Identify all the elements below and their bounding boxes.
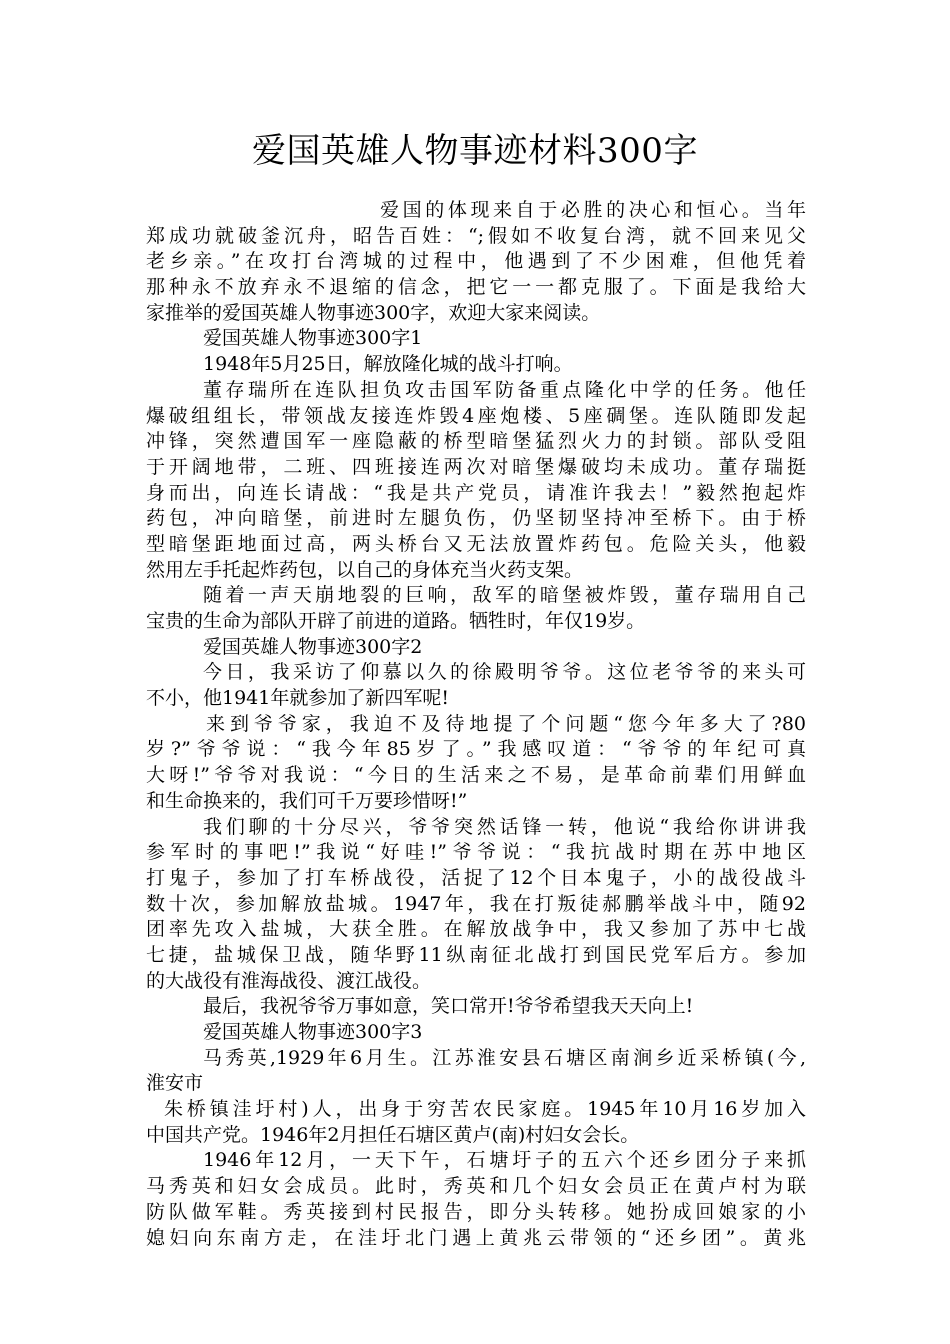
paragraph-line: 的大战役有淮海战役、渡江战役。 <box>146 969 432 992</box>
paragraph-line: 冲锋，突然遭国军一座隐蔽的桥型暗堡猛烈火力的封锁。部队受阻 <box>146 430 806 453</box>
section-heading: 爱国英雄人物事迹300字1 <box>203 327 423 350</box>
paragraph-line: 打鬼子，参加了打车桥战役，活捉了12个日本鬼子，小的战役战斗 <box>146 866 806 889</box>
paragraph-line: 马秀英,1929年6月生。江苏淮安县石塘区南涧乡近采桥镇(今, <box>203 1046 806 1069</box>
paragraph-line: 宝贵的生命为部队开辟了前进的道路。牺牲时，年仅19岁。 <box>146 610 646 632</box>
paragraph-line: 型暗堡距地面过高，两头桥台又无法放置炸药包。危险关头，他毅 <box>146 532 806 555</box>
paragraph-line: 防队做军鞋。秀英接到村民报告，即分头转移。她扮成回娘家的小 <box>146 1200 806 1223</box>
section-heading: 爱国英雄人物事迹300字3 <box>203 1021 423 1043</box>
paragraph-line: 1948年5月25日，解放隆化城的战斗打响。 <box>203 353 573 376</box>
document-body <box>146 198 806 1251</box>
paragraph-line: 来到爷爷家，我迫不及待地提了个问题“您今年多大了?80 <box>206 712 806 735</box>
paragraph-line: 1946年12月，一天下午，石塘圩子的五六个还乡团分子来抓 <box>203 1149 806 1172</box>
paragraph-line: 不小，他1941年就参加了新四军呢! <box>146 687 449 710</box>
paragraph-line: 数十次，参加解放盐城。1947年，我在打叛徒郝鹏举战斗中，随92 <box>146 892 806 915</box>
paragraph-line: 家推举的爱国英雄人物事迹300字，欢迎大家来阅读。 <box>146 301 601 324</box>
paragraph-line: 淮安市 <box>146 1072 204 1095</box>
paragraph-line: 最后，我祝爷爷万事如意，笑口常开!爷爷希望我天天向上! <box>203 995 694 1018</box>
paragraph-line: 和生命换来的，我们可千万要珍惜呀!” <box>146 789 468 812</box>
paragraph-line: 大呀!”爷爷对我说：“今日的生活来之不易，是革命前辈们用鲜血 <box>146 764 806 787</box>
paragraph-line: 中国共产党。1946年2月担任石塘区黄卢(南)村妇女会长。 <box>146 1123 640 1146</box>
paragraph-line: 于开阔地带，二班、四班接连两次对暗堡爆破均未成功。董存瑞挺 <box>146 455 806 478</box>
paragraph-line: 药包，冲向暗堡，前进时左腿负伤，仍坚韧坚持冲至桥下。由于桥 <box>146 507 806 530</box>
paragraph-line: 岁?”爷爷说：“我今年85岁了。”我感叹道：“爷爷的年纪可真 <box>146 738 806 761</box>
paragraph-line: 然用左手托起炸药包，以自己的身体充当火药支架。 <box>146 558 584 581</box>
paragraph-line: 我们聊的十分尽兴，爷爷突然话锋一转，他说“我给你讲讲我 <box>203 815 806 838</box>
paragraph-line: 董存瑞所在连队担负攻击国军防备重点隆化中学的任务。他任 <box>203 378 806 401</box>
paragraph-line: 媳妇向东南方走，在洼圩北门遇上黄兆云带领的“还乡团”。黄兆 <box>146 1226 806 1249</box>
section-heading: 爱国英雄人物事迹300字2 <box>203 635 423 658</box>
paragraph-line: 随着一声天崩地裂的巨响，敌军的暗堡被炸毁，董存瑞用自己 <box>203 584 806 607</box>
paragraph-line: 团率先攻入盐城，大获全胜。在解放战争中，我又参加了苏中七战 <box>146 918 806 941</box>
paragraph-line: 爱国的体现来自于必胜的决心和恒心。当年 <box>380 199 806 221</box>
paragraph-line: 参军时的事吧!”我说“好哇!”爷爷说：“我抗战时期在苏中地区 <box>146 841 806 864</box>
paragraph-line: 郑成功就破釜沉舟，昭告百姓：“;假如不收复台湾，就不回来见父 <box>146 224 806 247</box>
paragraph-line: 马秀英和妇女会成员。此时，秀英和几个妇女会员正在黄卢村为联 <box>146 1175 806 1198</box>
paragraph-line: 朱桥镇洼圩村)人，出身于穷苦农民家庭。1945年10月16岁加入 <box>164 1098 806 1121</box>
paragraph-line: 身而出，向连长请战：“我是共产党员，请准许我去！”毅然抱起炸 <box>146 481 806 504</box>
paragraph-line: 七捷，盐城保卫战，随华野11纵南征北战打到国民党军后方。参加 <box>146 943 806 966</box>
paragraph-line: 今日，我采访了仰慕以久的徐殿明爷爷。这位老爷爷的来头可 <box>203 661 806 684</box>
paragraph-line: 那种永不放弃永不退缩的信念，把它一一都克服了。下面是我给大 <box>146 276 806 299</box>
paragraph-line: 老乡亲。”在攻打台湾城的过程中，他遇到了不少困难，但他凭着 <box>146 250 806 273</box>
document-title: 爱国英雄人物事迹材料300字 <box>252 131 698 171</box>
paragraph-line: 爆破组组长，带领战友接连炸毁4座炮楼、5座碉堡。连队随即发起 <box>146 404 806 427</box>
